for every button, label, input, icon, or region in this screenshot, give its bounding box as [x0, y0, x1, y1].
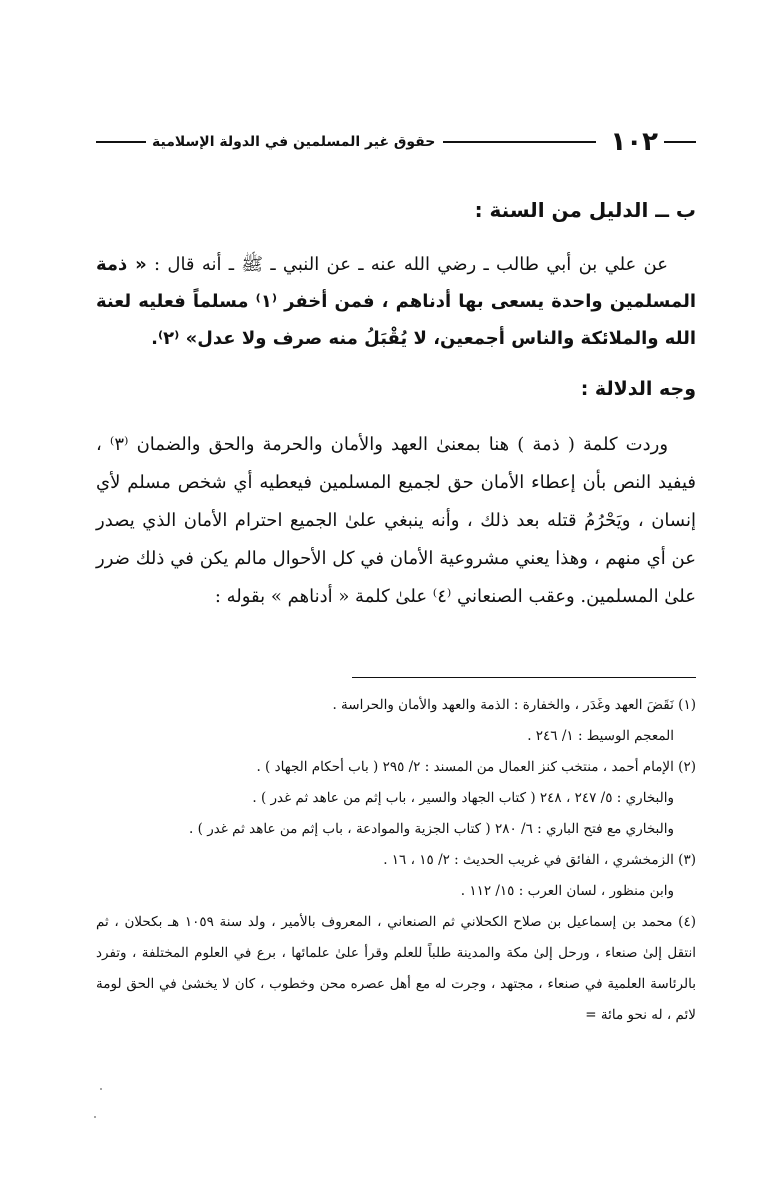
footnote-1 [96, 690, 696, 752]
footnote-line: (٤) محمد بن إسماعيل بن صلاح الكحلاني ثم الصنعاني ، المعروف بالأمير ، ولد سنة ١٠٥٩ هـ بكحلان ، ثم انتقل إلىٰ صنعاء ، ورحل إلىٰ مكة والمدينة طلباً للعلم وقرأ علىٰ علمائها ، برع في العلوم المختلفة ، وتفرد بالرئاسة العلمية في صنعاء ، مجتهد ، وجرت له مع أهل عصره محن وخطوب ، كان لا يخشىٰ في الحق لومة لائم ، له نحو مائة = [96, 914, 696, 1023]
footnote-3 [96, 845, 696, 907]
hadith-paragraph [96, 246, 696, 357]
footnote-separator [352, 677, 696, 678]
header-rule-right [664, 141, 696, 143]
footnote-line: والبخاري : ٥/ ٢٤٧ ، ٢٤٨ ( كتاب الجهاد والسير ، باب إثم من عاهد ثم غدر ) . [252, 790, 674, 806]
section-heading: ب ــ الدليل من السنة : [474, 198, 696, 222]
running-header [96, 122, 696, 162]
footnote-line: (١) نَقَضَ العهد وغَدَر ، والخفارة : الذمة والعهد والأمان والحراسة . [332, 697, 696, 713]
page-number: ١٠٢ [610, 127, 658, 157]
footnote-line: وابن منظور ، لسان العرب : ١٥/ ١١٢ . [460, 883, 674, 899]
indication-text: وردت كلمة ( ذمة ) هنا بمعنىٰ العهد والأمان والحرمة والحق والضمان ⁽٣⁾ ، فيفيد النص بأن إعطاء الأمان حق لجميع المسلمين فيعطيه أي شخص مسلم لأي إنسان ، ويَحْرُمُ قتله بعد ذلك ، وأنه ينبغي علىٰ الجميع احترام الأمان الذي يصدر عن أي منهم ، وهذا يعني مشروعية الأمان في كل الأحوال مالم يكن في ذلك ضرر علىٰ المسلمين. وعقب الصنعاني ⁽٤⁾ علىٰ كلمة « أدناهم » بقوله : [96, 434, 696, 607]
hadith-intro: عن علي بن أبي طالب ـ رضي الله عنه ـ عن النبي ـ ﷺ ـ أنه قال : [154, 254, 668, 275]
footnote-line: والبخاري مع فتح الباري : ٦/ ٢٨٠ ( كتاب الجزية والموادعة ، باب إثم من عاهد ثم غدر ) . [189, 821, 674, 837]
header-rule-middle [443, 141, 596, 143]
footnote-line: المعجم الوسيط : ١/ ٢٤٦ . [527, 728, 674, 744]
scan-speck [100, 1088, 102, 1090]
footnotes [96, 690, 696, 1031]
footnote-2 [96, 752, 696, 845]
running-title: حقوق غير المسلمين في الدولة الإسلامية [152, 134, 436, 150]
hadith-text: « ذمة المسلمين واحدة يسعى بها أدناهم ، فمن أخفر ⁽١⁾ مسلماً فعليه لعنة الله والملائكة والناس أجمعين، لا يُقْبَلُ منه صرف ولا عدل» ⁽٢⁾. [96, 254, 696, 349]
header-rule-left [96, 141, 146, 143]
footnote-line: (٣) الزمخشري ، الفائق في غريب الحديث : ٢/ ١٥ ، ١٦ . [383, 852, 696, 868]
scan-speck [94, 1116, 96, 1118]
indication-paragraph [96, 426, 696, 616]
indication-heading: وجه الدلالة : [580, 378, 696, 400]
footnote-4 [96, 907, 696, 1031]
footnote-line: (٢) الإمام أحمد ، منتخب كنز العمال من المسند : ٢/ ٢٩٥ ( باب أحكام الجهاد ) . [256, 759, 696, 775]
